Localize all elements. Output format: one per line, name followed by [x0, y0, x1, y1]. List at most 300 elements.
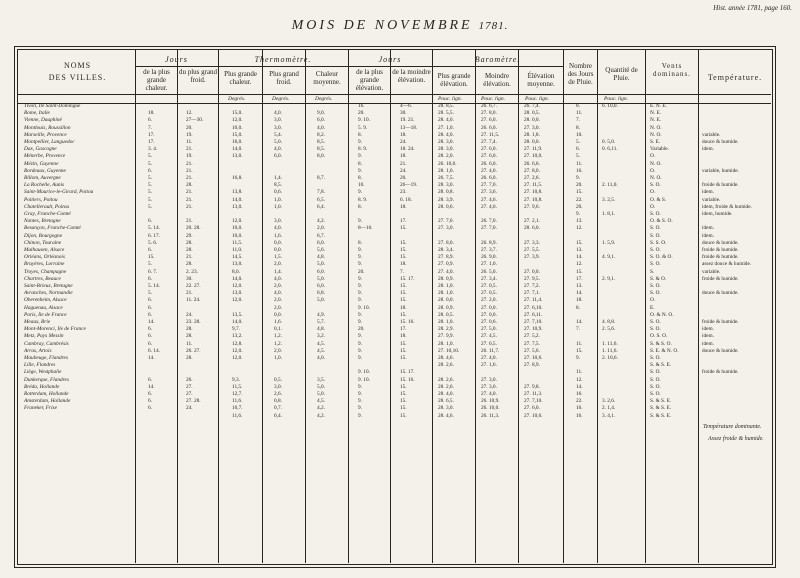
cell-je: 8.	[358, 160, 362, 167]
cell-tm: 8,5.	[317, 139, 325, 145]
cell-b3: 28. 6,0.	[524, 225, 540, 232]
cell-b3: 27. 11,5.	[524, 182, 543, 189]
cell-j2: 21.	[186, 203, 193, 210]
cell-j1: 6.	[148, 326, 152, 333]
header-quantite-pluie: Quantité de Pluie.	[605, 66, 638, 82]
cell-j1: 6.	[148, 117, 152, 124]
cell-ville: Arras, Artois	[24, 347, 52, 354]
cell-je: 9.	[358, 398, 362, 405]
cell-tc: 15,0.	[232, 110, 243, 117]
table-row	[0, 146, 800, 153]
cell-jm: 6. 18.	[400, 196, 412, 203]
cell-j2: 11. 24.	[186, 297, 201, 304]
cell-tm: 7,8.	[317, 189, 325, 196]
cell-je: 8.	[358, 175, 362, 181]
cell-qp: 4. 9,1.	[602, 254, 616, 261]
cell-np: 15.	[576, 268, 583, 275]
cell-ville: Oberenheim, Alsace	[24, 297, 67, 304]
cell-b1: 27. 10,10.	[438, 347, 460, 354]
cell-tf: 5,4.	[274, 131, 282, 138]
cell-qp: 2. 10,6.	[602, 355, 618, 361]
cell-j1: 5.	[148, 290, 152, 297]
cell-temp: douce & humide.	[702, 139, 739, 145]
page-reference: Hist. année 1781, page 160.	[713, 4, 792, 12]
table-row	[0, 283, 800, 290]
cell-vent: S. & S. E.	[650, 405, 672, 412]
cell-j1: 17.	[148, 139, 155, 145]
cell-je: 9.	[358, 153, 362, 160]
header-rule	[17, 94, 771, 95]
cell-je: 20.	[358, 268, 365, 275]
cell-j2: 29.	[186, 232, 193, 239]
cell-vent: O.	[650, 203, 656, 210]
cell-b2: 27. 6,0.	[481, 153, 497, 160]
table-row	[0, 204, 800, 211]
cell-b2: 26. 8,9.	[481, 239, 497, 246]
cell-temp: idem.	[702, 340, 714, 347]
cell-b3: 27. 6,0.	[524, 405, 540, 412]
cell-j2: 27.	[186, 391, 193, 397]
cell-np: 13.	[576, 283, 583, 289]
cell-vent: S. O.	[650, 290, 661, 297]
cell-vent: S. E.	[650, 139, 661, 145]
cell-j2: 28.	[186, 326, 193, 333]
cell-tc: 11,6.	[232, 398, 243, 405]
cell-tc: 13,0.	[232, 261, 243, 268]
cell-jm: 17.	[400, 326, 407, 333]
cell-np: 14.	[576, 319, 583, 325]
cell-j1: 15.	[148, 254, 155, 261]
cell-tm: 4,8.	[317, 254, 325, 261]
cell-j1: 17.	[148, 131, 155, 138]
cell-tm: 4,8.	[317, 326, 325, 333]
cell-je: 10.	[358, 182, 365, 189]
cell-vent: S. O.	[650, 232, 661, 239]
cell-jm: 15.	[400, 405, 407, 412]
cell-np: 5.	[576, 153, 580, 160]
header-moindre-elevation: de la moindre élévation.	[392, 68, 431, 84]
cell-j2: 30.	[186, 275, 193, 282]
cell-temp: idem.	[702, 333, 714, 340]
cell-b3: 27. 7,5.	[524, 340, 540, 347]
header-rule	[218, 66, 348, 67]
cell-tc: 14,0.	[232, 146, 243, 153]
cell-je: 9. 10.	[358, 376, 370, 383]
cell-tc: 8,0.	[232, 268, 240, 275]
cell-ville: Dax, Gascogne	[24, 146, 57, 153]
cell-ville: Besançon, Franche-Comté	[24, 225, 81, 232]
unit-pouces: Pouc. lign.	[438, 96, 462, 102]
cell-tf: 0,1.	[274, 326, 282, 333]
cell-vent: N. E.	[650, 110, 662, 117]
cell-j2: 19.	[186, 131, 193, 138]
cell-jm: 17.	[400, 218, 407, 225]
cell-b2: 27. 3,7.	[481, 247, 497, 253]
cell-b3: 27. 10,0.	[524, 153, 543, 160]
table-row	[0, 161, 800, 168]
cell-b2: 27. 8,0.	[481, 110, 497, 117]
cell-tm: 6,5.	[317, 196, 325, 203]
cell-ville: Orléans, Orléanois	[24, 254, 65, 261]
cell-np: 14.	[576, 290, 583, 297]
cell-b3: 27. 10,8.	[524, 196, 543, 203]
table-row	[0, 254, 800, 261]
cell-tm: 3,5.	[317, 376, 325, 383]
cell-ville: Ménerbe, Provence	[24, 153, 66, 160]
cell-ville: Mulhausen, Alsace	[24, 247, 65, 253]
cell-jm: 15.	[400, 225, 407, 232]
cell-np: 12.	[576, 225, 583, 232]
cell-j1: 6.	[148, 391, 152, 397]
cell-ville: Paris, Ile de France	[24, 311, 67, 318]
cell-qp: 2. 9,1.	[602, 275, 616, 282]
cell-vent: O. & N. O.	[650, 311, 674, 318]
cell-jm: 15.	[400, 391, 407, 397]
cell-vent: E.	[650, 304, 655, 311]
cell-vent: S. O. & O.	[650, 254, 673, 261]
cell-je: 9.	[358, 290, 362, 297]
cell-ville: Bruyères, Lorraine	[24, 261, 65, 268]
cell-je: 9.	[358, 391, 362, 397]
cell-b3: 27. 5,2.	[524, 333, 540, 340]
cell-b2: 26. 10,0.	[481, 405, 500, 412]
cell-jm: 4—6.	[400, 103, 412, 109]
cell-tf: 1,0.	[274, 203, 282, 210]
cell-temp: idem.	[702, 146, 714, 153]
cell-b3: 27. 11,4.	[524, 297, 543, 304]
cell-tc: 13,5.	[232, 311, 243, 318]
cell-tc: 10,7.	[232, 405, 243, 412]
cell-np: 13.	[576, 218, 583, 225]
cell-tf: 2,0.	[274, 304, 282, 311]
cell-vent: S.	[650, 268, 655, 275]
table-row	[0, 153, 800, 160]
cell-b1: 28. 2,9.	[438, 326, 454, 333]
cell-temp: douce & humide.	[702, 239, 739, 246]
cell-j1: 5.	[148, 196, 152, 203]
header-jours-pluie: Nombre des Jours de Pluie.	[567, 62, 594, 86]
cell-vent: S. O.	[650, 182, 661, 189]
cell-b3: 27. 10,8.	[524, 189, 543, 196]
table-row	[0, 276, 800, 283]
cell-vent: S. O.	[650, 376, 661, 383]
cell-ville: Mézin, Guyenne	[24, 160, 59, 167]
cell-qp: 2. 5,6.	[602, 326, 616, 333]
table-row	[0, 225, 800, 232]
unit-degres: Degrés.	[315, 96, 333, 102]
cell-np: 8.	[576, 304, 580, 311]
table-row	[0, 333, 800, 340]
cell-tc: 12,0.	[232, 355, 243, 361]
cell-np: 11.	[576, 340, 583, 347]
cell-temp: idem.	[702, 326, 714, 333]
cell-temp: idem.	[702, 225, 714, 232]
cell-b1: 27. 7,0.	[438, 218, 454, 225]
cell-tf: 1,6.	[274, 232, 282, 239]
cell-ville: Maubeuge, Flandres	[24, 355, 68, 361]
cell-tc: 16,8.	[232, 175, 243, 181]
cell-qp: 4. 8,8.	[602, 319, 616, 325]
cell-qp: 3. 2,6.	[602, 398, 616, 405]
cell-j2: 21.	[186, 290, 193, 297]
cell-vent: N. O.	[650, 160, 662, 167]
table-row	[0, 269, 800, 276]
cell-b1: 26. 10,0.	[438, 160, 457, 167]
cell-ville: Poitiers, Poitou	[24, 196, 58, 203]
cell-tc: 16,0.	[232, 139, 243, 145]
cell-b2: 27. 3,4.	[481, 275, 497, 282]
cell-jm: 15.	[400, 412, 407, 419]
cell-tc: 14,0.	[232, 319, 243, 325]
cell-jm: 18.	[400, 203, 407, 210]
cell-temp: idem.	[702, 189, 714, 196]
cell-b1: 28. 3,9.	[438, 196, 454, 203]
cell-j1: 6.	[148, 275, 152, 282]
cell-vent: S. E. & N. O.	[650, 347, 679, 354]
header-vents: Vents dominans.	[653, 62, 691, 78]
cell-vent: S. & S. E.	[650, 398, 672, 405]
cell-b1: 28. 3,4.	[438, 247, 454, 253]
cell-tf: 4,0.	[274, 225, 282, 232]
cell-b2: 27. 3,6.	[481, 189, 497, 196]
cell-b1: 28. 2,6.	[438, 383, 454, 390]
cell-tf: 0,5.	[274, 376, 282, 383]
cell-tf: 4,0.	[274, 275, 282, 282]
cell-tc: 13,0.	[232, 153, 243, 160]
cell-np: 16.	[576, 412, 583, 419]
cell-np: 12.	[576, 261, 583, 268]
cell-je: 9.	[358, 218, 362, 225]
header-th-froid: Plus grand froid.	[269, 70, 299, 86]
title-text: MOIS DE NOVEMBRE	[291, 18, 473, 33]
cell-ville: Meaux, Brie	[24, 319, 51, 325]
cell-b2: 27. 0,5.	[481, 340, 497, 347]
table-row	[0, 405, 800, 412]
cell-tf: 0,0.	[274, 239, 282, 246]
header-thermometre: Thermomètre.	[254, 55, 312, 64]
cell-jm: 18.	[400, 333, 407, 340]
cell-b3: 27. 9,8.	[524, 383, 540, 390]
cell-tc: 11,6.	[232, 412, 243, 419]
cell-np: 16.	[576, 391, 583, 397]
table-row	[0, 290, 800, 297]
cell-vent: S. O.	[650, 247, 661, 253]
cell-jm: 15.	[400, 239, 407, 246]
cell-np: 12.	[576, 376, 583, 383]
cell-b2: 27. 0,0.	[481, 304, 497, 311]
cell-b1: 28. 4,0.	[438, 131, 454, 138]
cell-tm: 4,2.	[317, 412, 325, 419]
cell-np: 11.	[576, 369, 583, 376]
cell-jm: 18.	[400, 304, 407, 311]
cell-jm: 15.	[400, 383, 407, 390]
cell-tf: 5,0.	[274, 139, 282, 145]
cell-tc: 11,5.	[232, 239, 243, 246]
cell-ville: Cambray, Cambrésis	[24, 340, 69, 347]
cell-qp: 1. 5,9.	[602, 239, 616, 246]
cell-qp: 1. 8,1.	[602, 211, 616, 217]
table-row	[0, 110, 800, 117]
cell-tm: 5,0.	[317, 275, 325, 282]
table-row	[0, 305, 800, 312]
cell-qp: 6. 10,0.	[602, 103, 618, 109]
cell-temp: froide & humide.	[702, 247, 739, 253]
cell-j2: 21.	[186, 218, 193, 225]
cell-np: 9.	[576, 211, 580, 217]
cell-np: 20.	[576, 203, 583, 210]
cell-jm: 19. 21.	[400, 117, 415, 124]
cell-tf: 1,2.	[274, 333, 282, 340]
cell-b2: 26. 6,0.	[481, 160, 497, 167]
cell-tf: 4,0.	[274, 290, 282, 297]
cell-j2: 28.	[186, 239, 193, 246]
cell-b2: 27. 3,0.	[481, 383, 497, 390]
cell-j2: 26. 27.	[186, 347, 201, 354]
cell-np: 7.	[576, 117, 580, 124]
cell-je: 9. 10.	[358, 304, 370, 311]
cell-tc: 12,0.	[232, 283, 243, 289]
header-jours: Jours	[165, 55, 188, 64]
cell-b2: 26. 11,3.	[481, 412, 500, 419]
unit-degres: Degrés.	[272, 96, 290, 102]
cell-jm: 23.	[400, 189, 407, 196]
cell-je: 9.	[358, 261, 362, 268]
header-th-chaleur: Plus grande chaleur.	[224, 70, 257, 86]
header-bar-moindre: Moindre élévation.	[483, 72, 511, 88]
cell-b3: 27. 0,0.	[524, 268, 540, 275]
cell-b3: 27. 3,3.	[524, 239, 540, 246]
cell-j2: 27—30.	[186, 117, 204, 124]
header-th-moyenne: Chaleur moyenne.	[313, 70, 341, 86]
cell-b1: 28. 0,6.	[438, 203, 454, 210]
cell-np: 22.	[576, 398, 583, 405]
cell-ville: Montlouis, Roussillon	[24, 124, 71, 131]
cell-b2: 27. 0,0.	[481, 311, 497, 318]
cell-je: 9.	[358, 355, 362, 361]
cell-tc: 12,0.	[232, 347, 243, 354]
cell-tf: 1,0.	[274, 196, 282, 203]
cell-jm: 15.	[400, 398, 407, 405]
cell-vent: S. & S. E.	[650, 412, 672, 419]
cell-ville: Amsterdam, Hollande	[24, 398, 71, 405]
cell-tm: 5,6.	[317, 247, 325, 253]
cell-b3: 27. 5,5.	[524, 247, 540, 253]
cell-jm: 7.	[400, 268, 404, 275]
table-row	[0, 319, 800, 326]
cell-j1: 5. 14.	[148, 283, 160, 289]
cell-je: 20.	[358, 326, 365, 333]
cell-tm: 8,7.	[317, 175, 325, 181]
cell-je: 8.	[358, 131, 362, 138]
cell-b1: 27. 4,0.	[438, 268, 454, 275]
cell-tc: 14,0.	[232, 196, 243, 203]
cell-vent: S. O.	[650, 261, 661, 268]
cell-tm: 4,0.	[317, 355, 325, 361]
cell-b2: 27. 0,6.	[481, 319, 497, 325]
cell-vent: O.	[650, 189, 656, 196]
cell-tf: 0,8.	[274, 398, 282, 405]
cell-tm: 4,5.	[317, 347, 325, 354]
cell-je: 8.	[358, 203, 362, 210]
cell-np: 11.	[576, 110, 583, 117]
cell-tc: 11,5.	[232, 383, 243, 390]
table-row	[0, 132, 800, 139]
cell-tc: 12,8.	[232, 340, 243, 347]
header-rule	[432, 66, 563, 67]
cell-tc: 12,0.	[232, 297, 243, 304]
cell-b2: 26. 7,0.	[481, 218, 497, 225]
cell-b3: 27. 6,11.	[524, 311, 543, 318]
cell-jm: 18.	[400, 131, 407, 138]
cell-j2: 28.	[186, 333, 193, 340]
header-temperature: Température.	[707, 73, 763, 82]
cell-jm: 24.	[400, 167, 407, 174]
cell-qp: 1. 11,6.	[602, 340, 618, 347]
cell-qp: 2. 1,4.	[602, 405, 616, 412]
cell-je: 5. 9.	[358, 124, 368, 131]
cell-vent: O.	[650, 153, 656, 160]
table-row	[0, 240, 800, 247]
cell-jm: 15. 17.	[400, 369, 415, 376]
cell-tm: 4,5.	[317, 398, 325, 405]
cell-np: 15.	[576, 347, 583, 354]
table-row	[0, 398, 800, 405]
cell-temp: variable.	[702, 196, 721, 203]
cell-b2: 27. 6,0.	[481, 117, 497, 124]
cell-vent: O. & S. O.	[650, 218, 673, 225]
cell-b2: 26. 6,0.	[481, 124, 497, 131]
cell-jm: 20.	[400, 175, 407, 181]
cell-je: 9.	[358, 247, 362, 253]
cell-jm: 15.	[400, 283, 407, 289]
header-jours-froid: du plus grand froid.	[178, 68, 218, 84]
cell-b1: 28. 1,0.	[438, 319, 454, 325]
table-row	[0, 348, 800, 355]
header-bar-moyenne: Élévation moyenne.	[527, 72, 555, 88]
cell-b2: 27. 6,0.	[481, 146, 497, 153]
cell-vent: N. O.	[650, 175, 662, 181]
cell-ville: Saint-Brieux, Bretagne	[24, 283, 73, 289]
cell-jm: 18. 24.	[400, 146, 415, 153]
cell-b1: 28. 1,0.	[438, 340, 454, 347]
cell-jm: 15.	[400, 247, 407, 253]
cell-temp: froide & humide.	[702, 319, 739, 325]
cell-jm: 15.	[400, 311, 407, 318]
cell-j1: 7.	[148, 124, 152, 131]
cell-b3: 27. 7,2.	[524, 283, 540, 289]
cell-b1: 28. 3,0.	[438, 182, 454, 189]
cell-j1: 6.	[148, 247, 152, 253]
cell-tm: 8,0.	[317, 153, 325, 160]
unit-pouces: Pouc. lign.	[604, 96, 628, 102]
header-des-villes: DES VILLES.	[48, 73, 107, 82]
cell-j1: 18.	[148, 110, 155, 117]
cell-ville: Chartres, Beauce	[24, 275, 61, 282]
cell-ville: Nantes, Bretagne	[24, 218, 61, 225]
cell-np: 16.	[576, 405, 583, 412]
cell-vent: Variable.	[650, 146, 669, 153]
cell-b3: 27. 6,10.	[524, 304, 543, 311]
cell-tc: 13,0.	[232, 203, 243, 210]
table-row	[0, 117, 800, 124]
cell-tf: 2,6.	[274, 391, 282, 397]
cell-temp: variable.	[702, 131, 721, 138]
cell-tc: 13,8.	[232, 189, 243, 196]
cell-b1: 28. 2,0.	[438, 153, 454, 160]
cell-tf: 4,0.	[274, 146, 282, 153]
cell-j1: 6.	[148, 340, 152, 347]
cell-j1: 6.	[148, 376, 152, 383]
